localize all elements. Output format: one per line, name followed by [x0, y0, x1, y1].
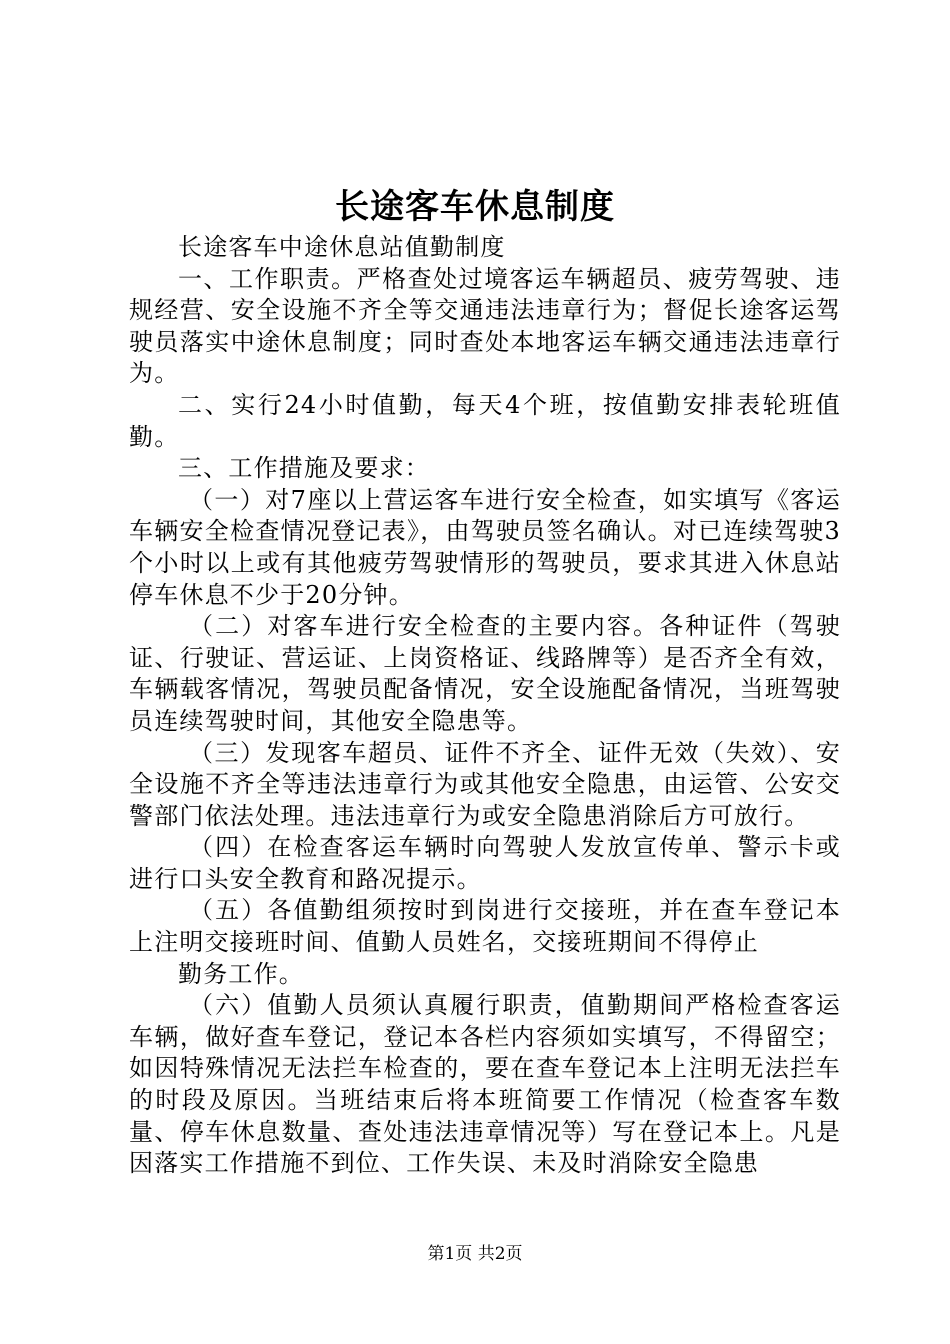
measure-2-paragraph: （二）对客车进行安全检查的主要内容。各种证件（驾驶证、行驶证、营运证、上岗资格证、线路牌等）是否齐全有效，车辆载客情况，驾驶员配备情况，安全设施配备情况，当班驾驶员连续驾驶时间，其他安全隐患等。 [129, 612, 841, 735]
measure-6-paragraph: （六）值勤人员须认真履行职责，值勤期间严格检查客运车辆，做好查车登记，登记本各栏内容须如实填写，不得留空；如因特殊情况无法拦车检查的，要在查车登记本上注明无法拦车的时段及原因。当班结束后将本班简要工作情况（检查客车数量、停车休息数量、查处违法违章情况等）写在登记本上。凡是因落实工作措施不到位、工作失误、未及时消除安全隐患 [129, 991, 841, 1178]
measure-1-paragraph: （一）对7座以上营运客车进行安全检查，如实填写《客运车辆安全检查情况登记表》，由驾驶员签名确认。对已连续驾驶3个小时以上或有其他疲劳驾驶情形的驾驶员，要求其进入休息站停车休息不少于20分钟。 [129, 485, 841, 609]
document-title: 长途客车休息制度 [335, 187, 615, 227]
subtitle-paragraph: 长途客车中途休息站值勤制度 [178, 233, 506, 261]
measure-3-paragraph: （三）发现客车超员、证件不齐全、证件无效（失效）、安全设施不齐全等违法违章行为或其他安全隐患，由运管、公安交警部门依法处理。违法违章行为或安全隐患消除后方可放行。 [129, 738, 841, 830]
document-body [129, 232, 841, 1180]
shift-paragraph: 二、实行24小时值勤，每天4个班，按值勤安排表轮班值勤。 [129, 390, 841, 451]
measure-5-continuation: 勤务工作。 [178, 959, 304, 988]
measures-heading: 三、工作措施及要求： [178, 454, 430, 483]
measure-5-paragraph: （五）各值勤组须按时到岗进行交接班，并在查车登记本上注明交接班时间、值勤人员姓名，交接班期间不得停止 [129, 896, 841, 957]
measure-4-paragraph: （四）在检查客运车辆时向驾驶人发放宣传单、警示卡或进行口头安全教育和路况提示。 [129, 833, 841, 893]
duty-paragraph: 一、工作职责。严格查处过境客运车辆超员、疲劳驾驶、违规经营、安全设施不齐全等交通违法违章行为；督促长途客运驾驶员落实中途休息制度；同时查处本地客运车辆交通违法违章行为。 [129, 264, 841, 388]
page-footer: 第1页 共2页 [427, 1244, 523, 1264]
